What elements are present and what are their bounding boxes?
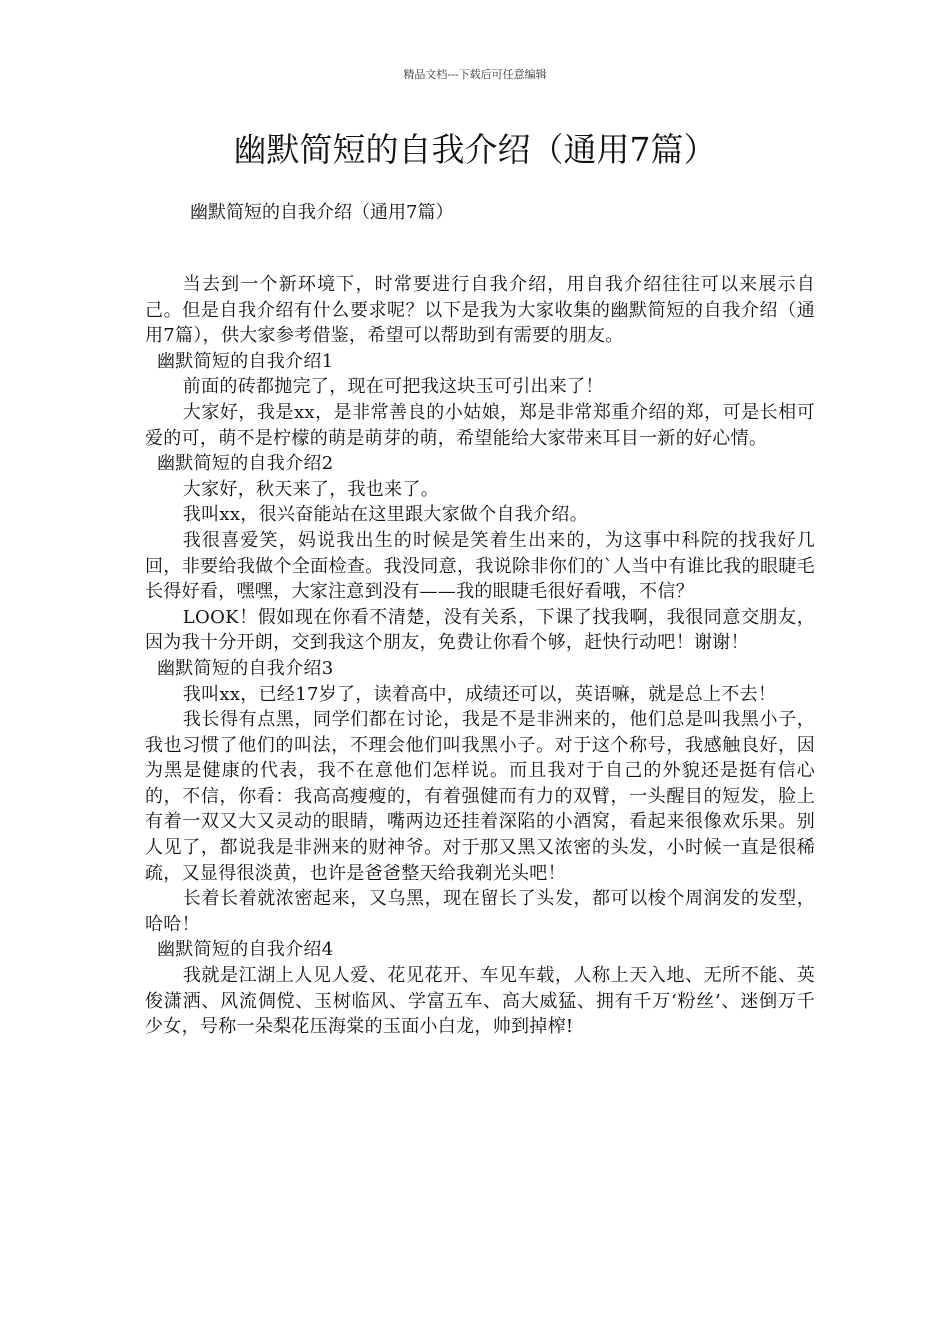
- paragraph: 我很喜爱笑，妈说我出生的时候是笑着生出来的，为这事中科院的找我好几回，非要给我做个全面检查。我没同意，我说除非你们的`人当中有谁比我的眼睫毛长得好看，嘿嘿，大家注意到没有——我的眼睫毛很好看哦，不信？: [145, 529, 815, 603]
- paragraph: 大家好，秋天来了，我也来了。: [182, 478, 439, 500]
- section-heading: 幽默简短的自我介绍2: [157, 453, 334, 475]
- paragraph: 长着长着就浓密起来，又乌黑，现在留长了头发，都可以梭个周润发的发型，哈哈！: [145, 888, 815, 935]
- document-subtitle: 幽默简短的自我介绍（通用7篇）: [190, 202, 454, 223]
- document-body: [145, 272, 815, 1040]
- header-note: 精品文档---下载后可任意编辑: [403, 68, 547, 81]
- paragraph: 我长得有点黑，同学们都在讨论，我是不是非洲来的，他们总是叫我黑小子，我也习惯了他们的叫法，不理会他们叫我黑小子。对于这个称号，我感触良好，因为黑是健康的代表，我不在意他们怎样说。而且我对于自己的外貌还是挺有信心的，不信，你看：我高高瘦瘦的，有着强健而有力的双臂，一头醒目的短发，脸上有着一双又大又灵动的眼睛，嘴两边还挂着深陷的小酒窝，看起来很像欢乐果。别人见了，都说我是非洲来的财神爷。对于那又黑又浓密的头发，小时候一直是很稀疏，又显得很淡黄，也许是爸爸整天给我剃光头吧！: [145, 709, 815, 884]
- paragraph: 我叫xx，很兴奋能站在这里跟大家做个自我介绍。: [182, 504, 588, 526]
- paragraph: 我就是江湖上人见人爱、花见花开、车见车载，人称上天入地、无所不能、英俊潇洒、风流倜傥、玉树临风、学富五车、高大威猛、拥有千万‘粉丝’、迷倒万千少女，号称一朵梨花压海棠的玉面小白龙，帅到掉榨!: [145, 965, 815, 1038]
- paragraph: 前面的砖都抛完了，现在可把我这块玉可引出来了！: [182, 376, 604, 398]
- paragraph: 大家好，我是xx，是非常善良的小姑娘，郑是非常郑重介绍的郑，可是长相可爱的可，萌不是柠檬的萌是萌芽的萌，希望能给大家带来耳目一新的好心情。: [145, 401, 815, 449]
- section-heading: 幽默简短的自我介绍1: [157, 350, 334, 372]
- paragraph: 我叫xx，已经17岁了，读着高中，成绩还可以，英语嘛，就是总上不去！: [182, 683, 777, 705]
- section-heading: 幽默简短的自我介绍4: [157, 939, 334, 961]
- document-title: 幽默简短的自我介绍（通用7篇）: [233, 130, 717, 169]
- intro-paragraph: 当去到一个新环境下，时常要进行自我介绍，用自我介绍往往可以来展示自己。但是自我介绍有什么要求呢？以下是我为大家收集的幽默简短的自我介绍（通用7篇），供大家参考借鉴，希望可以帮助到有需要的朋友。: [145, 274, 815, 347]
- section-heading: 幽默简短的自我介绍3: [157, 657, 334, 679]
- paragraph: LOOK！假如现在你看不清楚，没有关系，下课了找我啊，我很同意交朋友，因为我十分开朗，交到我这个朋友，免费让你看个够，赶快行动吧！谢谢！: [145, 606, 815, 654]
